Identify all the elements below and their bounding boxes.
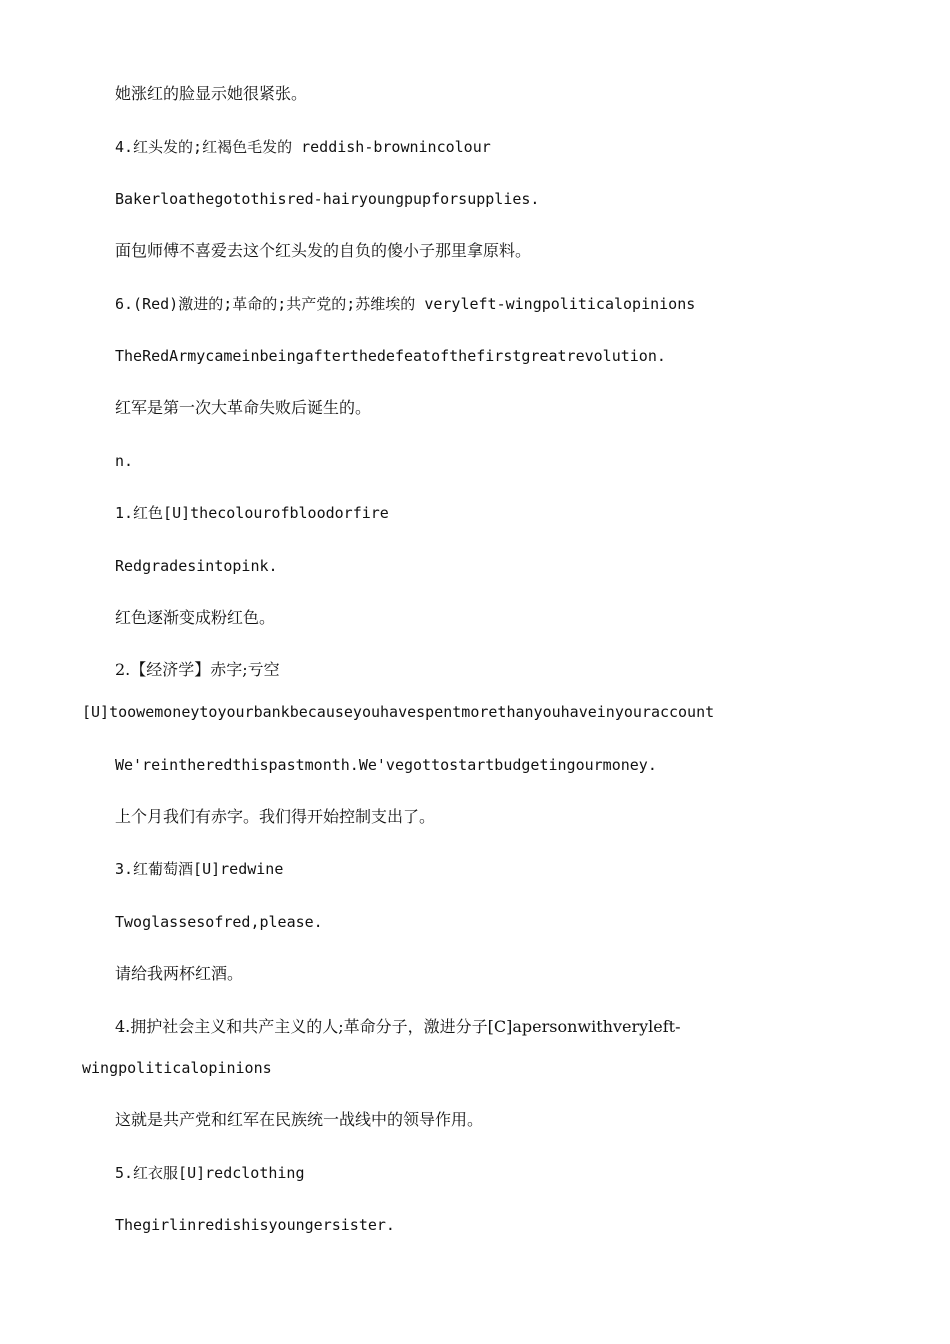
text-line: 请给我两杯红酒。 bbox=[115, 964, 244, 983]
text-line: 2.【经济学】赤字;亏空 bbox=[115, 660, 280, 679]
text-line: 红军是第一次大革命失败后诞生的。 bbox=[115, 398, 372, 417]
text-line: 5.红衣服[U]redclothing bbox=[115, 1164, 305, 1182]
text-line: wingpoliticalopinions bbox=[82, 1059, 272, 1077]
text-line: TheRedArmycameinbeingafterthedefeatofthefirstgreatrevolution. bbox=[115, 347, 666, 365]
text-line: 她涨红的脸显示她很紧张。 bbox=[115, 84, 308, 103]
text-line: 4.拥护社会主义和共产主义的人;革命分子，激进分子[C]apersonwithveryleft- bbox=[115, 1017, 681, 1036]
text-line: Bakerloathegotothisred-hairyoungpupforsupplies. bbox=[115, 190, 540, 208]
text-line: 3.红葡萄酒[U]redwine bbox=[115, 860, 284, 878]
text-line: n. bbox=[115, 452, 134, 470]
text-line: 1.红色[U]thecolourofbloodorfire bbox=[115, 504, 389, 522]
text-line: 4.红头发的;红褐色毛发的 reddish-brownincolour bbox=[115, 138, 491, 156]
text-line: 红色逐渐变成粉红色。 bbox=[115, 608, 276, 627]
text-line: Redgradesintopink. bbox=[115, 557, 278, 575]
text-line: [U]toowemoneytoyourbankbecauseyouhavespentmorethanyouhaveinyouraccount bbox=[82, 703, 715, 721]
text-line: 上个月我们有赤字。我们得开始控制支出了。 bbox=[115, 807, 436, 826]
text-line: 6.(Red)激进的;革命的;共产党的;苏维埃的 veryleft-wingpoliticalopinions bbox=[115, 295, 696, 313]
text-line: 面包师傅不喜爱去这个红头发的自负的傻小子那里拿原料。 bbox=[115, 241, 532, 260]
text-line: Twoglassesofred,please. bbox=[115, 913, 323, 931]
text-line: 这就是共产党和红军在民族统一战线中的领导作用。 bbox=[115, 1110, 484, 1129]
text-line: Thegirlinredishisyoungersister. bbox=[115, 1216, 395, 1234]
text-line: We'reintheredthispastmonth.We'vegottostartbudgetingourmoney. bbox=[115, 756, 657, 774]
